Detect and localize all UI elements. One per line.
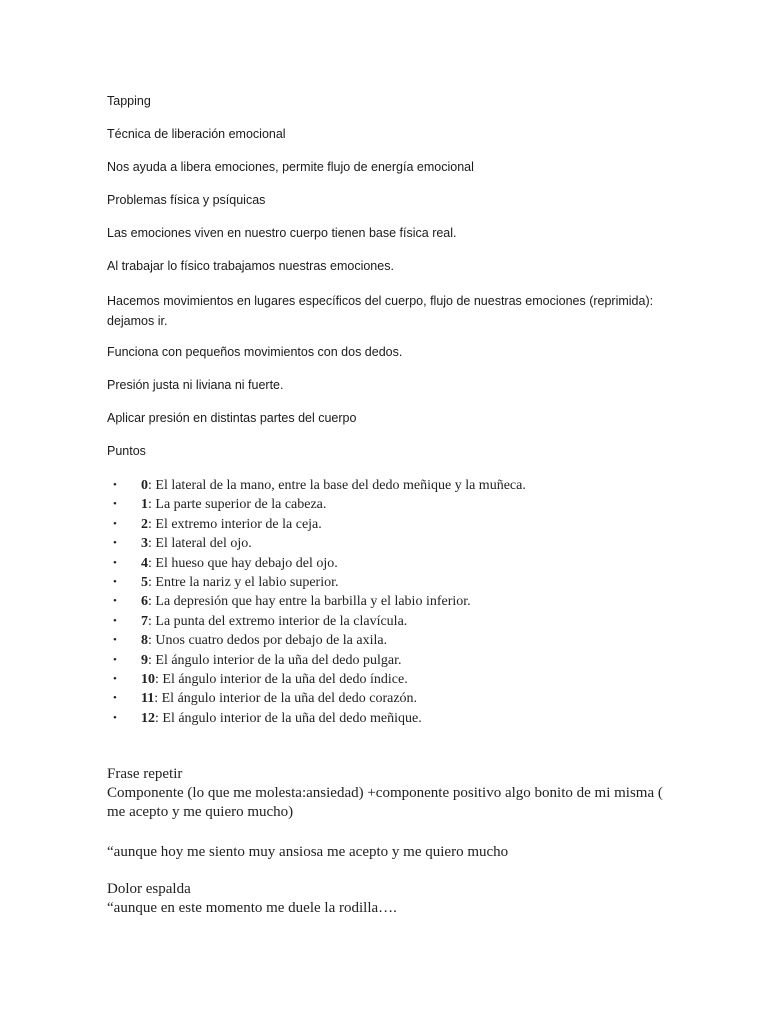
paragraph-technique: Técnica de liberación emocional (107, 127, 286, 141)
bullet-icon: • (113, 614, 117, 627)
paragraph-physical-work: Al trabajar lo físico trabajamos nuestras emociones. (107, 259, 394, 273)
point-text: : La parte superior de la cabeza. (148, 497, 327, 513)
point-number: 4 (141, 555, 148, 571)
point-item (107, 554, 707, 573)
point-item (107, 573, 707, 592)
point-text: : Entre la nariz y el labio superior. (148, 574, 339, 590)
point-text: : Unos cuatro dedos por debajo de la axila. (148, 633, 388, 649)
pain-example: “aunque en este momento me duele la rodilla…. (107, 900, 397, 916)
point-number: 1 (141, 497, 148, 513)
heading-points: Puntos (107, 444, 146, 458)
point-item (107, 612, 707, 631)
point-text: : El ángulo interior de la uña del dedo meñique. (155, 710, 422, 726)
point-number: 3 (141, 536, 148, 552)
phrase-heading: Frase repetir (107, 766, 183, 782)
bullet-icon: • (113, 575, 117, 588)
point-text: : La punta del extremo interior de la clavícula. (148, 613, 408, 629)
point-item (107, 515, 707, 534)
point-item (107, 631, 707, 650)
point-text: : El extremo interior de la ceja. (148, 516, 322, 532)
point-number: 11 (141, 691, 155, 707)
bullet-icon: • (113, 479, 117, 491)
point-number: 9 (141, 652, 148, 668)
bullet-icon: • (113, 595, 117, 608)
paragraph-helps: Nos ayuda a libera emociones, permite flujo de energía emocional (107, 160, 474, 174)
bullet-icon: • (113, 634, 117, 647)
bullet-icon: • (113, 653, 117, 666)
point-item (107, 495, 707, 514)
point-number: 0 (141, 478, 148, 493)
point-number: 7 (141, 613, 148, 629)
phrase-component: Componente (lo que me molesta:ansiedad) +componente positivo algo bonito de mi misma ( me acepto y me quiero mucho) (107, 785, 663, 820)
point-number: 8 (141, 633, 148, 649)
bullet-icon: • (113, 711, 117, 724)
bullet-icon: • (113, 498, 117, 511)
point-text: : La depresión que hay entre la barbilla y el labio inferior. (148, 594, 471, 610)
point-text: : El ángulo interior de la uña del dedo corazón. (154, 691, 418, 707)
point-text: : El hueso que hay debajo del ojo. (148, 555, 338, 571)
bullet-icon: • (113, 556, 117, 569)
bullet-icon: • (113, 517, 117, 530)
points-list (107, 476, 707, 728)
paragraph-problems: Problemas física y psíquicas (107, 193, 266, 207)
point-item (107, 689, 707, 708)
point-text: : El ángulo interior de la uña del dedo pulgar. (148, 652, 402, 668)
point-item (107, 651, 707, 670)
pain-section (107, 880, 707, 918)
paragraph-movements: Hacemos movimientos en lugares específicos del cuerpo, flujo de nuestras emociones (reprimida): dejamos ir. (107, 294, 654, 328)
point-number: 10 (141, 671, 155, 687)
paragraph-pressure: Presión justa ni liviana ni fuerte. (107, 378, 284, 392)
point-text: : El ángulo interior de la uña del dedo índice. (155, 671, 408, 687)
phrase-section (107, 765, 707, 862)
point-item (107, 476, 707, 495)
point-item (107, 592, 707, 611)
point-number: 5 (141, 574, 148, 590)
point-number: 2 (141, 516, 148, 532)
point-item (107, 534, 707, 553)
point-number: 12 (141, 710, 155, 726)
paragraph-two-fingers: Funciona con pequeños movimientos con dos dedos. (107, 345, 403, 359)
point-number: 6 (141, 594, 148, 610)
phrase-example: “aunque hoy me siento muy ansiosa me acepto y me quiero mucho (107, 844, 509, 860)
point-text: : El lateral de la mano, entre la base del dedo meñique y la muñeca. (148, 478, 526, 493)
paragraph-apply-pressure: Aplicar presión en distintas partes del cuerpo (107, 411, 357, 425)
title-tapping: Tapping (107, 94, 151, 108)
bullet-icon: • (113, 672, 117, 685)
paragraph-emotions-body: Las emociones viven en nuestro cuerpo tienen base física real. (107, 226, 457, 240)
point-item (107, 709, 707, 728)
point-item (107, 670, 707, 689)
point-text: : El lateral del ojo. (148, 536, 252, 552)
bullet-icon: • (113, 692, 117, 705)
pain-heading: Dolor espalda (107, 881, 191, 897)
bullet-icon: • (113, 537, 117, 550)
